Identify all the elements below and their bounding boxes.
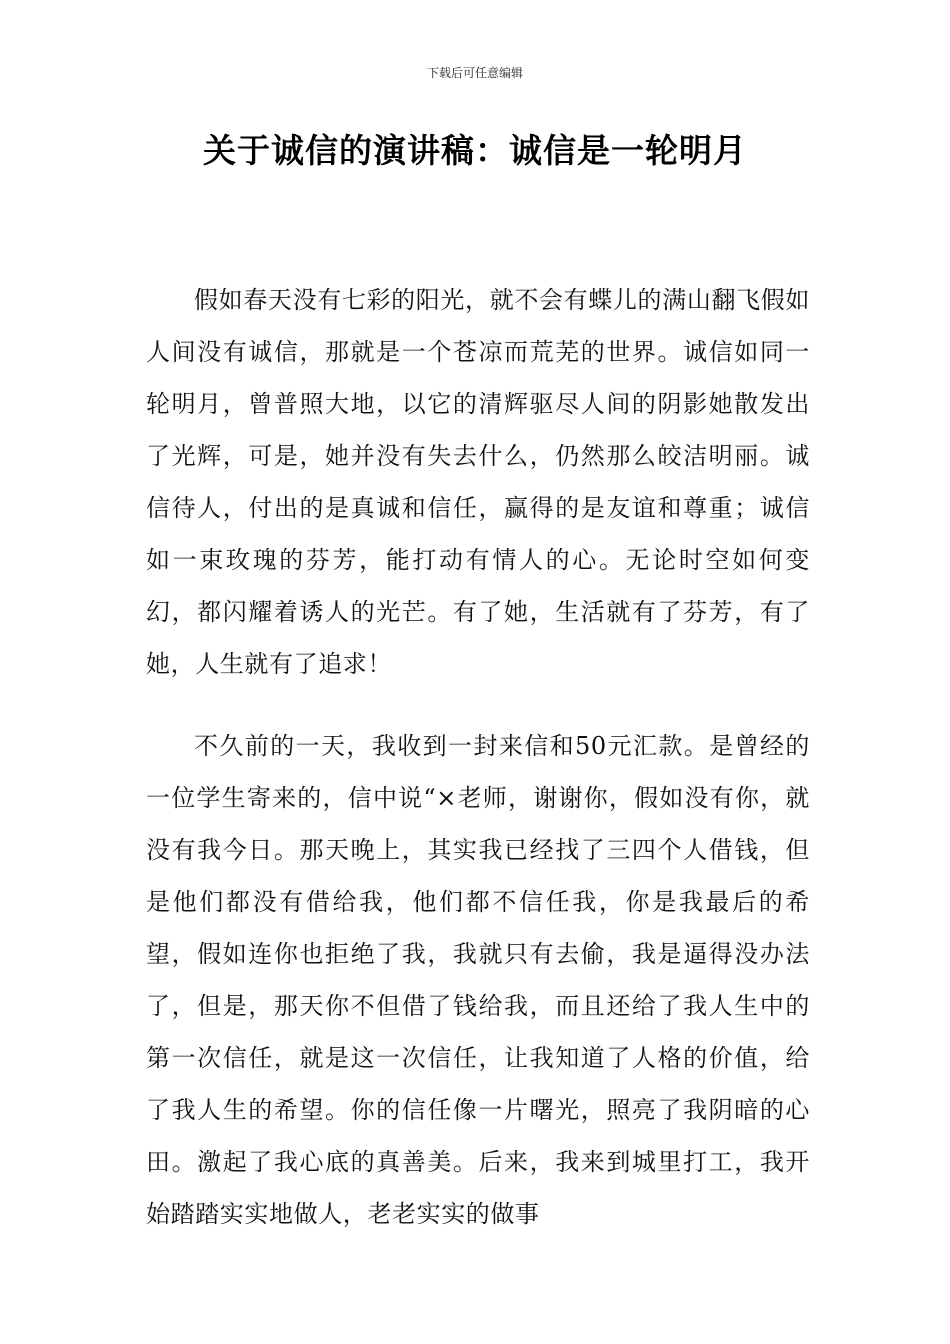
body-paragraph-2: 不久前的一天，我收到一封来信和50元汇款。是曾经的一位学生寄来的，信中说“×老师，谢谢你，假如没有你，就没有我今日。那天晚上，其实我已经找了三四个人借钱，但是他们都没有借给我，他们都不信任我，你是我最后的希望，假如连你也拒绝了我，我就只有去偷，我是逼得没办法了，但是，那天你不但借了钱给我，而且还给了我人生中的第一次信任，就是这一次信任，让我知道了人格的价值，给了我人生的希望。你的信任像一片曙光，照亮了我阴暗的心田。激起了我心底的真善美。后来，我来到城里打工，我开始踏踏实实地做人，老老实实的做事 [146,732,810,1228]
body-paragraph-1: 假如春天没有七彩的阳光，就不会有蝶儿的满山翻飞假如人间没有诚信，那就是一个苍凉而荒芜的世界。诚信如同一轮明月，曾普照大地，以它的清辉驱尽人间的阴影她散发出了光辉，可是，她并没有失去什么，仍然那么皎洁明丽。诚信待人，付出的是真诚和信任，赢得的是友谊和尊重；诚信如一束玫瑰的芬芳，能打动有情人的心。无论时空如何变幻，都闪耀着诱人的光芒。有了她，生活就有了芬芳，有了她，人生就有了追求！ [146,286,810,678]
page-header-note: 下载后可任意编辑 [426,66,523,80]
document-title: 关于诚信的演讲稿：诚信是一轮明月 [203,131,747,170]
